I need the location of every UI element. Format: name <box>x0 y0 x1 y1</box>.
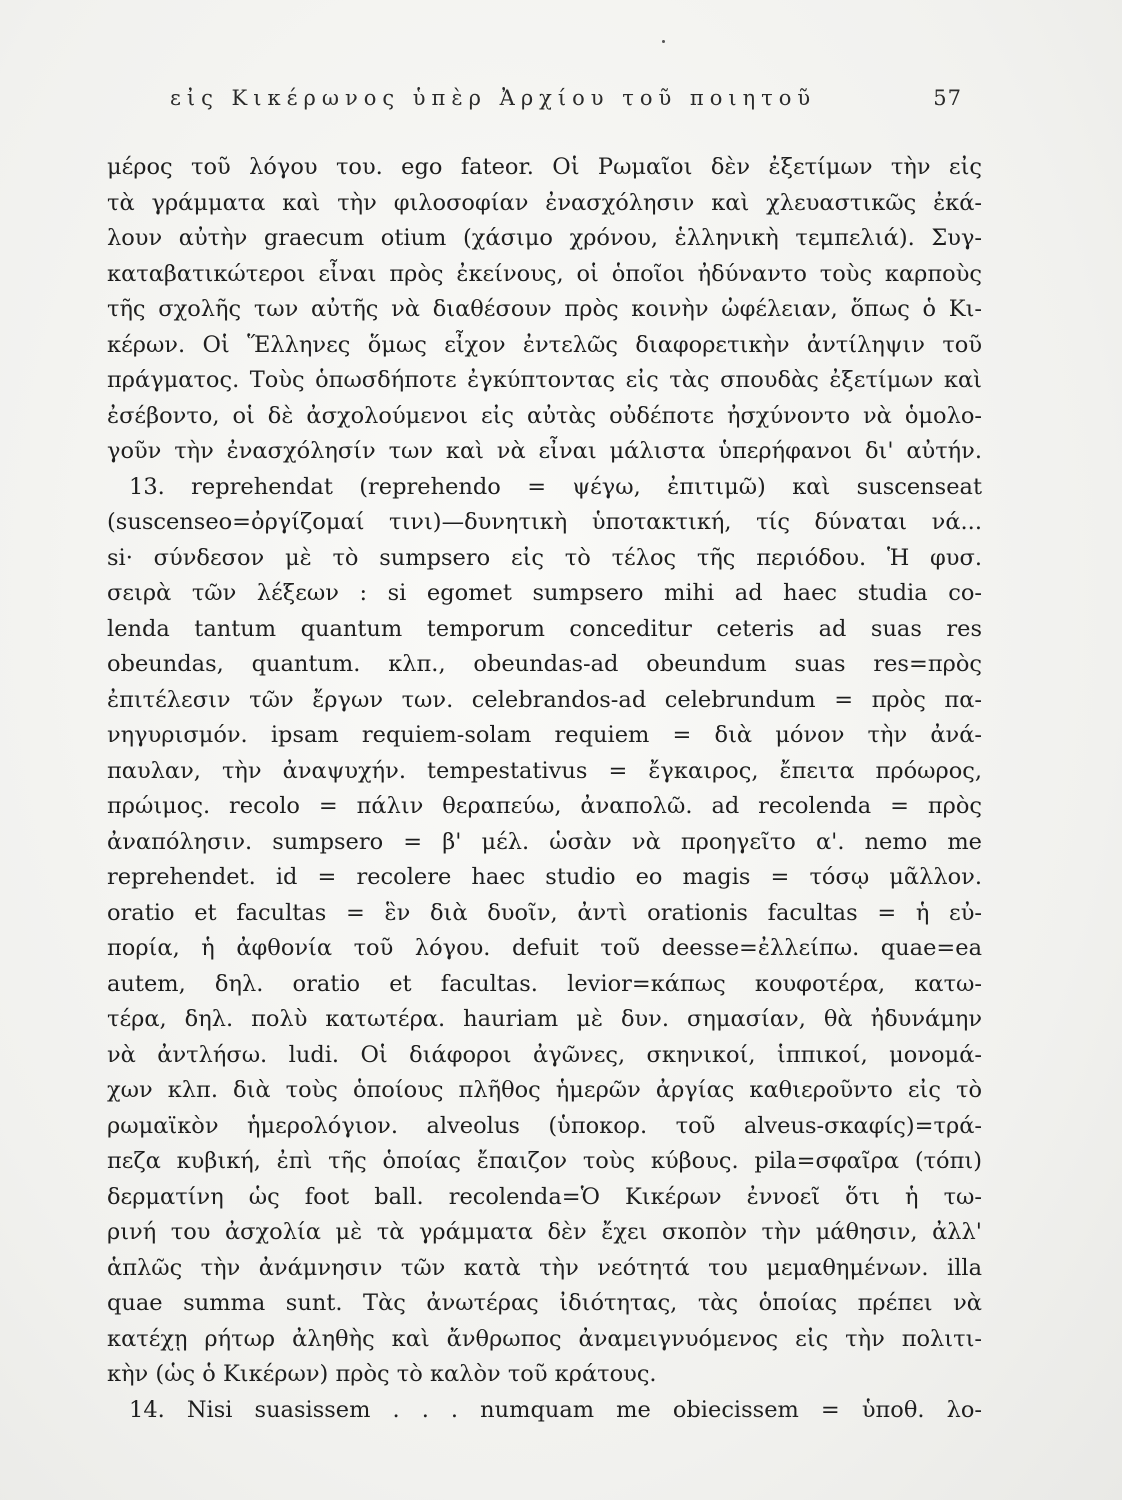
text-line: σειρὰ τῶν λέξεων : si egomet sumpsero mihi ad haec studia co- <box>107 580 982 606</box>
text-line: κατέχῃ ρήτωρ ἀληθὴς καὶ ἄνθρωπος ἀναμειγνυόμενος εἰς τὴν πολιτι- <box>107 1325 982 1352</box>
text-line: νὰ ἀντλήσω. ludi. Οἱ διάφοροι ἀγῶνες, σκηνικοί, ἱππικοί, μονομά- <box>107 1041 982 1068</box>
text-line: νηγυρισμόν. ipsam requiem-solam requiem = διὰ μόνον τὴν ἀνά- <box>107 722 982 748</box>
text-line: τὰ γράμματα καὶ τὴν φιλοσοφίαν ἐνασχόλησιν καὶ χλευαστικῶς ἐκά- <box>107 189 982 216</box>
text-line: γοῦν τὴν ἐνασχόλησίν των καὶ νὰ εἶναι μάλιστα ὑπερήφανοι δι' αὐτήν. <box>107 438 982 464</box>
text-line: παυλαν, τὴν ἀναψυχήν. tempestativus = ἔγκαιρος, ἔπειτα πρόωρος, <box>107 757 982 784</box>
text-line: ἐσέβοντο, οἱ δὲ ἀσχολούμενοι εἰς αὐτὰς οὐδέποτε ἠσχύνοντο νὰ ὁμολο- <box>107 402 982 429</box>
text-line: πρώιμος. recolo = πάλιν θεραπεύω, ἀναπολῶ. ad recolenda = πρὸς <box>107 793 982 819</box>
ink-speck <box>662 40 665 43</box>
text-line: ἐπιτέλεσιν τῶν ἔργων των. celebrandos-ad celebrundum = πρὸς πα- <box>107 686 982 713</box>
text-line: πεζα κυβική, ἐπὶ τῆς ὁποίας ἔπαιζον τοὺς κύβους. pila=σφαῖρα (τόπι) <box>107 1148 982 1174</box>
note-13-start: 13. reprehendat (reprehendo = ψέγω, ἐπιτιμῶ) καὶ suscenseat <box>129 473 982 500</box>
commentary-text <box>107 150 982 1428</box>
page-number: 57 <box>933 86 962 110</box>
text-line: πράγματος. Τοὺς ὁπωσδήποτε ἐγκύπτοντας εἰς τὰς σπουδὰς ἐξετίμων καὶ <box>107 367 982 393</box>
text-line: ἁπλῶς τὴν ἀνάμνησιν τῶν κατὰ τὴν νεότητά του μεμαθημένων. illa <box>107 1254 982 1281</box>
text-line: obeundas, quantum. κλπ., obeundas-ad obeundum suas res=πρὸς <box>107 651 982 677</box>
text-line: χων κλπ. διὰ τοὺς ὁποίους πλῆθος ἡμερῶν ἀργίας καθιεροῦντο εἰς τὸ <box>107 1077 982 1103</box>
running-title: εἰς Κικέρωνος ὑπὲρ Ἀρχίου τοῦ ποιητοῦ <box>170 86 817 110</box>
note-14-start: 14. Nisi suasissem . . . numquam me obiecissem = ὑποθ. λο- <box>129 1396 982 1423</box>
text-line: καταβατικώτεροι εἶναι πρὸς ἐκείνους, οἱ ὁποῖοι ἠδύναντο τοὺς καρποὺς <box>107 260 982 287</box>
text-line: πορία, ἡ ἀφθονία τοῦ λόγου. defuit τοῦ deesse=ἐλλείπω. quae=ea <box>107 935 982 961</box>
text-line: (suscenseo=ὀργίζομαί τινι)—δυνητικὴ ὑποτακτική, τίς δύναται νά... <box>107 509 982 535</box>
text-line: κέρων. Οἱ Ἕλληνες ὅμως εἶχον ἐντελῶς διαφορετικὴν ἀντίληψιν τοῦ <box>107 331 982 358</box>
text-line: autem, δηλ. oratio et facultas. levior=κάπως κουφοτέρα, κατω- <box>107 970 982 997</box>
text-line: δερματίνη ὡς foot ball. recolenda=Ὁ Κικέρων ἐννοεῖ ὅτι ἡ τω- <box>107 1183 982 1210</box>
text-line: oratio et facultas = ἓν διὰ δυοῖν, ἀντὶ orationis facultas = ἡ εὐ- <box>107 899 982 926</box>
text-line: λουν αὐτὴν graecum otium (χάσιμο χρόνου, ἑλληνικὴ τεμπελιά). Συγ- <box>107 225 982 251</box>
running-header <box>170 86 962 120</box>
text-line: lenda tantum quantum temporum conceditur ceteris ad suas res <box>107 615 982 642</box>
text-line: reprehendet. id = recolere haec studio eo magis = τόσῳ μᾶλλον. <box>107 864 982 890</box>
text-line: μέρος τοῦ λόγου του. ego fateor. Οἱ Ρωμαῖοι δὲν ἐξετίμων τὴν εἰς <box>107 154 982 180</box>
text-line: τέρα, δηλ. πολὺ κατωτέρα. hauriam μὲ δυν. σημασίαν, θὰ ἠδυνάμην <box>107 1006 982 1032</box>
text-line: κὴν (ὡς ὁ Κικέρων) πρὸς τὸ καλὸν τοῦ κράτους. <box>107 1361 657 1387</box>
text-line: si· σύνδεσον μὲ τὸ sumpsero εἰς τὸ τέλος τῆς περιόδου. Ἡ φυσ. <box>107 544 982 571</box>
text-line: ρινή του ἀσχολία μὲ τὰ γράμματα δὲν ἔχει σκοπὸν τὴν μάθησιν, ἀλλ' <box>107 1219 982 1245</box>
text-line: quae summa sunt. Τὰς ἀνωτέρας ἰδιότητας, τὰς ὁποίας πρέπει νὰ <box>107 1290 982 1316</box>
text-line: ἀναπόλησιν. sumpsero = β' μέλ. ὡσὰν νὰ προηγεῖτο α'. nemo me <box>107 828 982 855</box>
text-line: τῆς σχολῆς των αὐτῆς νὰ διαθέσουν πρὸς κοινὴν ὠφέλειαν, ὅπως ὁ Κι- <box>107 296 982 322</box>
text-line: ρωμαϊκὸν ἡμερολόγιον. alveolus (ὑποκορ. τοῦ alveus-σκαφίς)=τρά- <box>107 1112 982 1139</box>
